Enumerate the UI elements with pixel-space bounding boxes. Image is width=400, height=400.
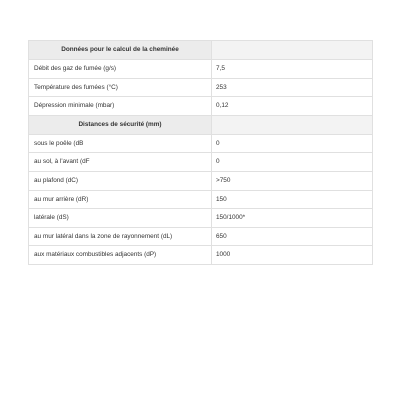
row-value: 7,5: [212, 60, 373, 79]
row-value: 0,12: [212, 97, 373, 116]
section-title: Distances de sécurité (mm): [29, 115, 212, 134]
row-value: 150/1000*: [212, 209, 373, 228]
specifications-table: [28, 40, 373, 265]
row-value: 650: [212, 227, 373, 246]
row-label: au mur arrière (dR): [29, 190, 212, 209]
row-label: aux matériaux combustibles adjacents (dP): [29, 246, 212, 265]
row-label: sous le poêle (dB: [29, 134, 212, 153]
table-row: [29, 60, 373, 79]
row-value: 150: [212, 190, 373, 209]
row-value: 0: [212, 153, 373, 172]
table-row: [29, 153, 373, 172]
section-header-chimney-data: [29, 41, 373, 60]
section-title: Données pour le calcul de la cheminée: [29, 41, 212, 60]
section-header-empty-cell: [212, 115, 373, 134]
table-row: [29, 97, 373, 116]
table-row: [29, 190, 373, 209]
row-label: Débit des gaz de fumée (g/s): [29, 60, 212, 79]
table-row: [29, 78, 373, 97]
row-value: 0: [212, 134, 373, 153]
row-label: Température des fumées (°C): [29, 78, 212, 97]
row-value: >750: [212, 171, 373, 190]
row-label: latérale (dS): [29, 209, 212, 228]
row-label: au plafond (dC): [29, 171, 212, 190]
row-label: au mur latéral dans la zone de rayonnement (dL): [29, 227, 212, 246]
row-label: au sol, à l'avant (dF: [29, 153, 212, 172]
section-header-safety-distances: [29, 115, 373, 134]
row-label: Dépression minimale (mbar): [29, 97, 212, 116]
table-row: [29, 134, 373, 153]
table-row: [29, 209, 373, 228]
table-row: [29, 171, 373, 190]
section-header-empty-cell: [212, 41, 373, 60]
table-row: [29, 227, 373, 246]
row-value: 253: [212, 78, 373, 97]
row-value: 1000: [212, 246, 373, 265]
table-row: [29, 246, 373, 265]
